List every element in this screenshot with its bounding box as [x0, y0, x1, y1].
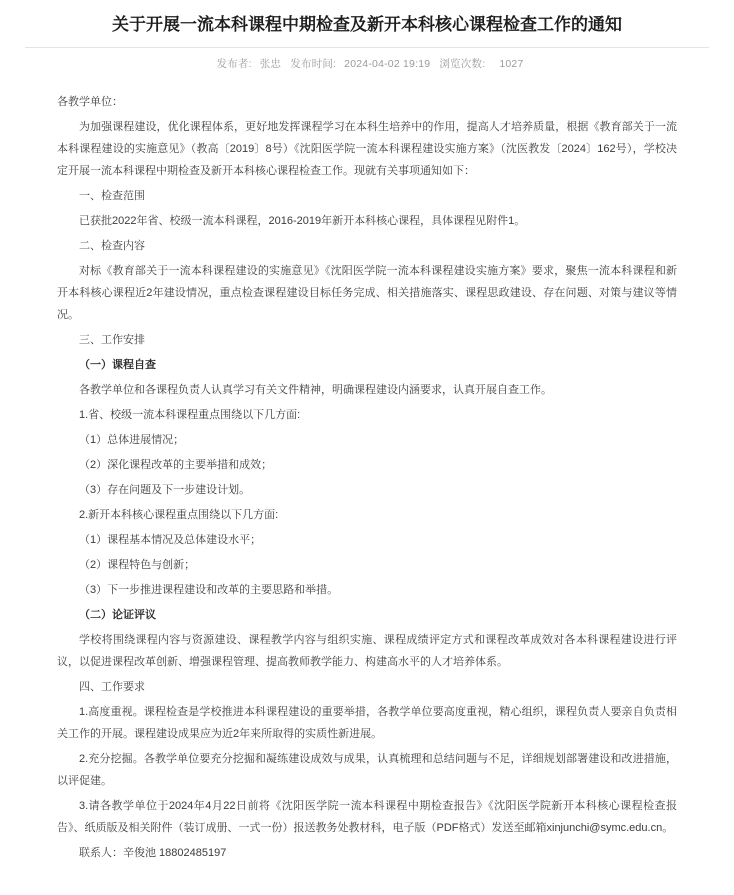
subsection-heading-review: （二）论证评议 — [79, 609, 156, 621]
notice-meta — [0, 48, 734, 71]
section-heading-requirements: 四、工作要求 — [79, 681, 145, 693]
list-intro-first-class: 1.省、校级一流本科课程重点围绕以下几方面: — [79, 409, 301, 421]
requirement-paragraph: 3.请各教学单位于2024年4月22日前将《沈阳医学院一流本科课程中期检查报告》《沈阳医学院新开本科核心课程检查报告》、纸质版及相关附件（装订成册、一式一份）报送教务处教材科，电子版（PDF格式）发送至邮箱xinjunchi@symc.edu.cn。 — [57, 800, 677, 834]
views-value: 1027 — [499, 58, 524, 70]
publish-time-label: 发布时间: — [290, 58, 337, 70]
section-heading-arrangement: 三、工作安排 — [79, 334, 145, 346]
list-item: （3）下一步推进课程建设和改革的主要思路和举措。 — [79, 584, 339, 596]
subsection-heading-self-check: （一）课程自查 — [79, 359, 156, 371]
publish-time-value: 2024-04-02 19:19 — [344, 58, 431, 70]
contact-line: 联系人：辛俊池 18802485197 — [79, 847, 227, 859]
review-paragraph: 学校将围绕课程内容与资源建设、课程教学内容与组织实施、课程成绩评定方式和课程改革成效对各本科课程建设进行评议，以促进课程改革创新、增强课程管理、提高教师教学能力、构建高水平的人才培养体系。 — [57, 634, 677, 668]
list-item: （2）深化课程改革的主要举措和成效； — [79, 459, 273, 471]
notice-body — [57, 71, 677, 895]
scope-paragraph: 已获批2022年省、校级一流本科课程，2016-2019年新开本科核心课程，具体课程见附件1。 — [79, 215, 526, 227]
section-heading-content: 二、检查内容 — [79, 240, 145, 252]
section-heading-scope: 一、检查范围 — [79, 190, 145, 202]
list-item: （3）存在问题及下一步建设计划。 — [79, 484, 251, 496]
list-item: （1）课程基本情况及总体建设水平； — [79, 534, 262, 546]
requirement-paragraph: 2.充分挖掘。各教学单位要充分挖掘和凝练建设成效与成果，认真梳理和总结问题与不足，详细规划部署建设和改进措施，以评促建。 — [57, 753, 677, 787]
intro-paragraph: 为加强课程建设，优化课程体系，更好地发挥课程学习在本科生培养中的作用，提高人才培养质量，根据《教育部关于一流本科课程建设的实施意见》（教高〔2019〕8号）《沈阳医学院一流本科课程建设实施方案》（沈医教发〔2024〕162号），学校决定开展一流本科课程中期检查及新开本科核心课程检查工作。现就有关事项通知如下： — [57, 121, 677, 177]
self-check-paragraph: 各教学单位和各课程负责人认真学习有关文件精神，明确课程建设内涵要求，认真开展自查工作。 — [79, 384, 552, 396]
requirement-paragraph: 1.高度重视。课程检查是学校推进本科课程建设的重要举措，各教学单位要高度重视，精心组织，课程负责人要亲自负责相关工作的开展。课程建设成果应为近2年来所取得的实质性新进展。 — [57, 706, 677, 740]
list-item: （2）课程特色与创新； — [79, 559, 196, 571]
publisher-value: 张忠 — [259, 58, 282, 70]
page-title: 关于开展一流本科课程中期检查及新开本科核心课程检查工作的通知 — [112, 15, 622, 34]
list-intro-new-core: 2.新开本科核心课程重点围绕以下几方面: — [79, 509, 279, 521]
publisher-label: 发布者: — [216, 58, 252, 70]
content-paragraph: 对标《教育部关于一流本科课程建设的实施意见》《沈阳医学院一流本科课程建设实施方案》要求，聚焦一流本科课程和新开本科核心课程近2年建设情况，重点检查课程建设目标任务完成、相关措施落实、课程思政建设、存在问题、对策与建议等情况。 — [57, 265, 677, 321]
salutation: 各教学单位： — [57, 96, 123, 108]
views-label: 浏览次数: — [439, 58, 486, 70]
list-item: （1）总体进展情况； — [79, 434, 185, 446]
